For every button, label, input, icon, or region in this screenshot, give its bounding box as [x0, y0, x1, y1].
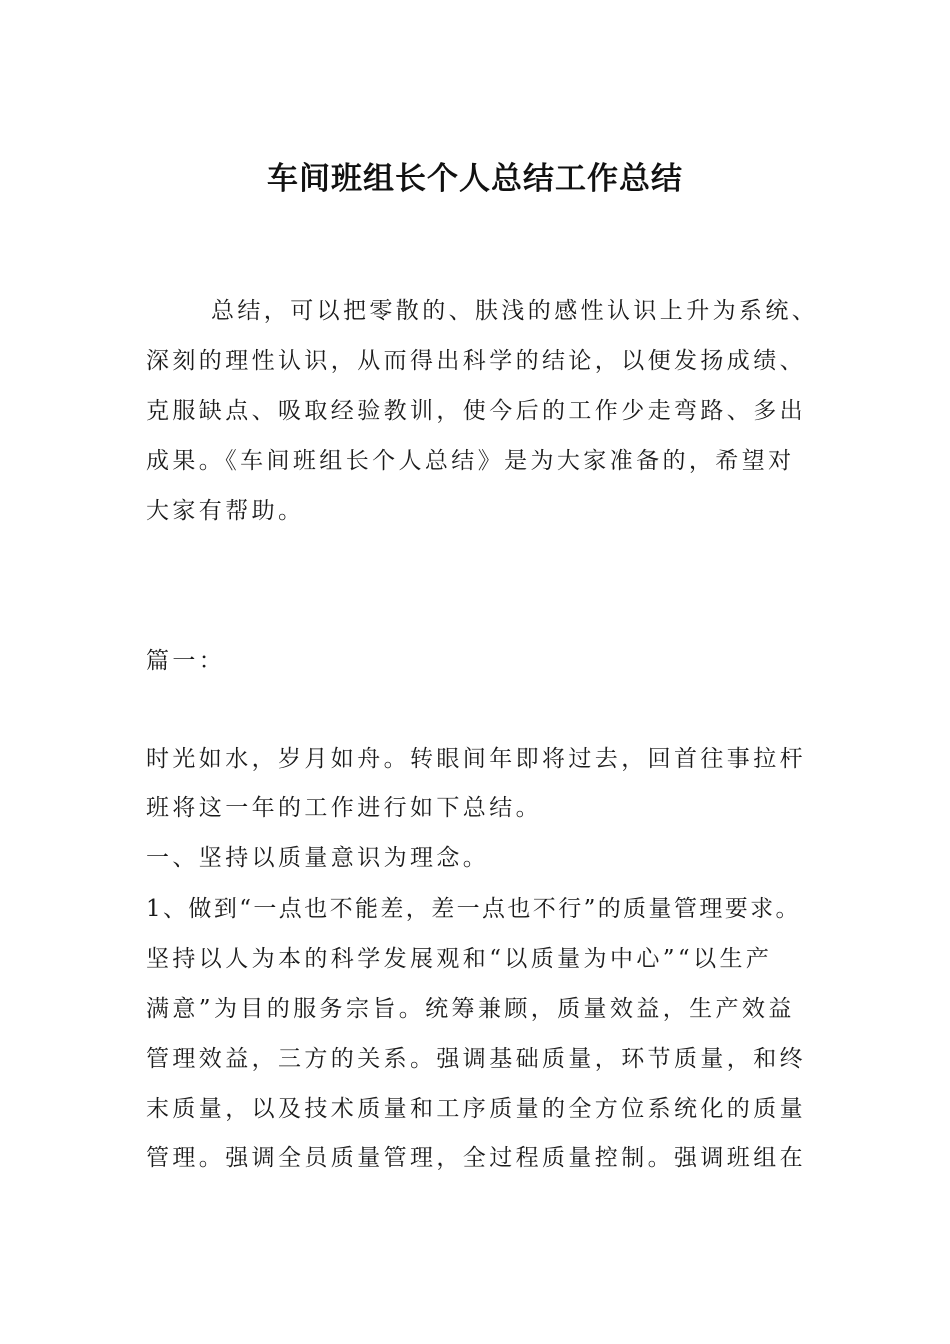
intro-line: 克服缺点、吸取经验教训，使今后的工作少走弯路、多出: [146, 398, 806, 424]
intro-line: 成果。《车间班组长个人总结》是为大家准备的，希望对: [146, 448, 795, 474]
body-line: 管理效益，三方的关系。强调基础质量，环节质量，和终: [146, 1046, 806, 1072]
body-line: 末质量，以及技术质量和工序质量的全方位系统化的质量: [146, 1096, 806, 1122]
body-line: 满意”为目的服务宗旨。统筹兼顾，质量效益，生产效益: [146, 996, 795, 1022]
document-title: 车间班组长个人总结工作总结: [267, 161, 683, 197]
body-line: 管理。强调全员质量管理，全过程质量控制。强调班组在: [146, 1145, 806, 1171]
body-line: 班将这一年的工作进行如下总结。: [146, 795, 542, 821]
body-line: 坚持以人为本的科学发展观和“以质量为中心”“以生产: [146, 946, 773, 972]
intro-line: 深刻的理性认识，从而得出科学的结论，以便发扬成绩、: [146, 348, 806, 374]
body-line: 1、做到“一点也不能差，差一点也不行”的质量管理要求。: [146, 896, 801, 922]
body-line: 一、坚持以质量意识为理念。: [146, 845, 490, 871]
body-line: 时光如水，岁月如舟。转眼间年即将过去，回首往事拉杆: [146, 746, 806, 772]
intro-line: 大家有帮助。: [146, 498, 305, 524]
intro-line: 总结，可以把零散的、肤浅的感性认识上升为系统、: [211, 298, 819, 324]
section-heading: 篇一：: [146, 648, 226, 674]
